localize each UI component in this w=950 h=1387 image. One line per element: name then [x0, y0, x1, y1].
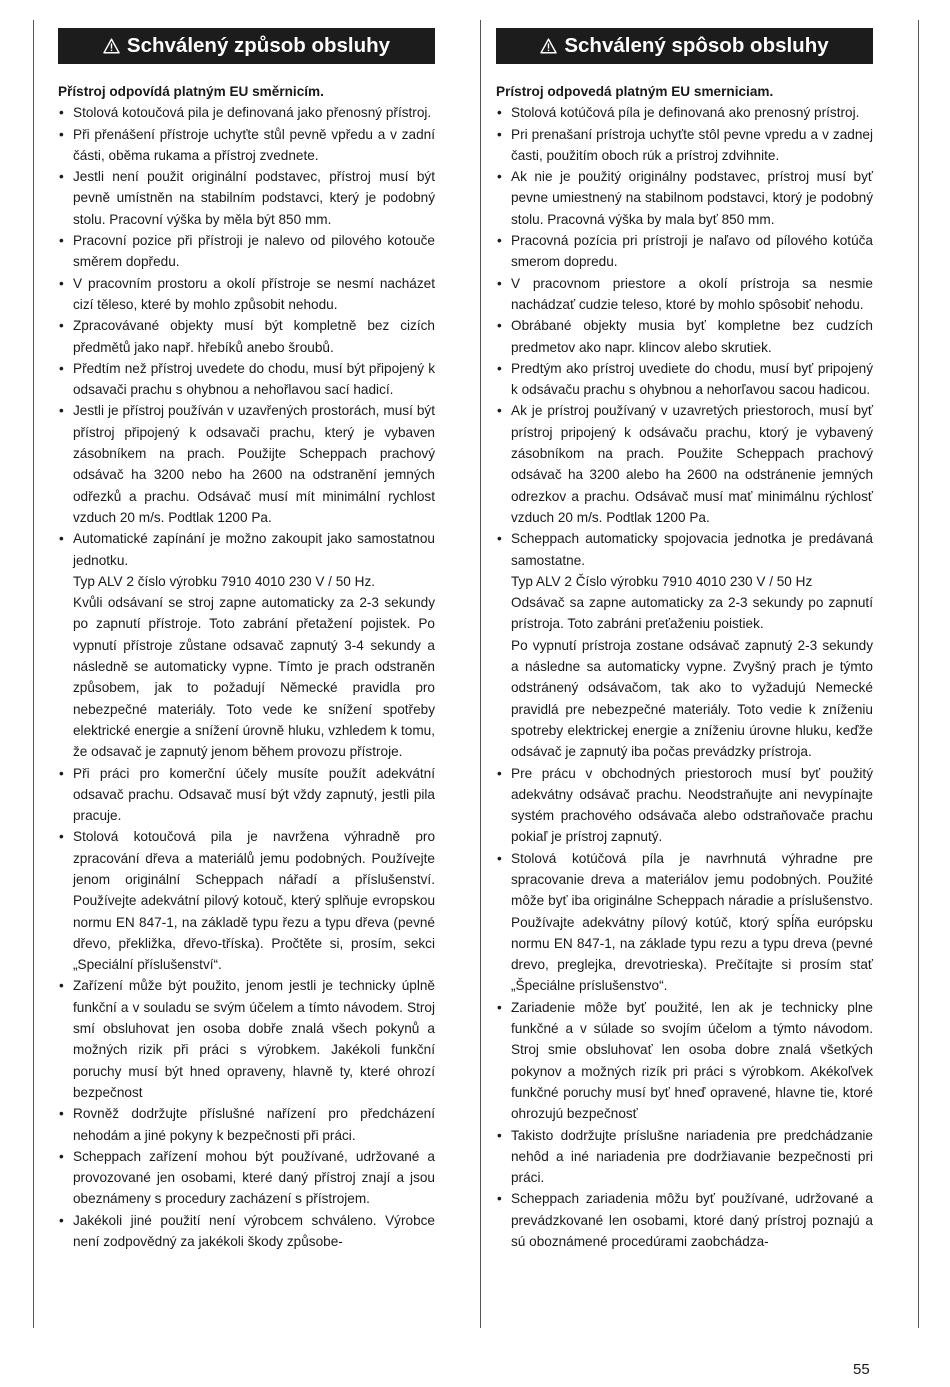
list-item: • Pracovná pozícia pri prístroji je naľavo od pílového kotúča smerom dopredu. — [496, 230, 873, 273]
list-item: • Ak nie je použitý originálny podstavec, prístroj musí byť pevne umiestnený na stabilnom podstavci, ktorý je podobný stolu. Pracovná výška by mala byť 850 mm. — [496, 166, 873, 230]
list-item: • Předtím než přístroj uvedete do chodu, musí být připojený k odsavači prachu s ohybnou a nehořlavou sací hadicí. — [58, 358, 435, 401]
section-title: Schválený způsob obsluhy — [126, 34, 391, 57]
list-item: • Scheppach zařízení mohou být používané, udržované a provozované jen osobami, které daný přístroj znají a jsou obeznámeny s procedury zacházení s přístrojem. — [58, 1146, 435, 1210]
list-item: • V pracovním prostoru a okolí přístroje se nesmí nacházet cizí těleso, které by mohlo způsobit nehodu. — [58, 273, 435, 316]
list-item: • Stolová kotúčová píla je navrhnutá výhradne pre spracovanie dreva a materiálov jemu podobných. Použité môže byť iba originálne Scheppach náradie a príslušenstvo. Používajte adekvátny pílový kotúč, ktorý spĺňa európsku normu EN 847-1, na základe typu rezu a typu dreva (pevné drevo, preglejka, drevotrieska). Prečítajte si prosím stať „Špeciálne príslušenstvo“. — [496, 848, 873, 997]
list-item: • V pracovnom priestore a okolí prístroja sa nesmie nachádzať cudzie teleso, ktoré by mohlo spôsobiť nehodu. — [496, 273, 873, 316]
column-rule-left — [33, 20, 34, 1328]
list-item: • Zařízení může být použito, jenom jestli je technicky úplně funkční a v souladu se svým účelem a tímto návodem. Stroj smí obsluhovat jen osoba dobře znalá všech pokynů a možných rizik při práci s výrobkem. Jakékoli funkční poruchy musí být hned opraveny, hlavně ty, které ohrozí bezpečnost — [58, 975, 435, 1103]
list-item: • Pri prenašaní prístroja uchyťte stôl pevne vpredu a v zadnej časti, použitím oboch rúk a prístroj zdvihnite. — [496, 124, 873, 167]
list-item: • Pracovní pozice při přístroji je nalevo od pilového kotouče směrem dopředu. — [58, 230, 435, 273]
list-item: • Obrábané objekty musia byť kompletne bez cudzích predmetov ako napr. klincov alebo skrutiek. — [496, 315, 873, 358]
list-item: • Pre prácu v obchodných priestoroch musí byť použitý adekvátny odsávač prachu. Neodstraňujte ani nevypínajte systém prachového odsávača alebo odstraňovače prachu pokiaľ je prístroj zapnutý. — [496, 763, 873, 848]
list-item: • Stolová kotúčová píla je definovaná ako prenosný prístroj. — [496, 102, 873, 123]
page-number: 55 — [853, 1361, 870, 1378]
list-item: • Stolová kotoučová pila je definovaná jako přenosný přístroj. — [58, 102, 435, 123]
list-item: • Při přenášení přístroje uchyťte stůl pevně vpředu a v zadní části, oběma rukama a přístroj zvednete. — [58, 124, 435, 167]
list-item: • Zariadenie môže byť použité, len ak je technicky plne funkčné a v súlade so svojím účelom a týmto návodom. Stroj smie obsluhovať len osoba dobre znalá všetkých pokynov a možných rizík pri práci s výrobkom. Akékoľvek funkčné poruchy musí byť hneď opravené, hlavne tie, ktoré ohrozujú bezpečnosť — [496, 997, 873, 1125]
list-item: • Ak je prístroj používaný v uzavretých priestoroch, musí byť prístroj pripojený k odsávaču prachu, ktorý je vybavený zásobníkom na prach. Použite Scheppach prachový odsávač ha 3200 alebo ha 2600 na odstránenie jemných odrezkov a prachu. Odsávač musí mať minimálnu rýchlosť vzduch 20 m/s. Podtlak 1200 Pa. — [496, 400, 873, 528]
list-item: • Stolová kotoučová pila je navržena výhradně pro zpracování dřeva a materiálů jemu podobných. Používejte jenom originální Scheppach nářadí a příslušenství. Používejte adekvátní pilový kotouč, který splňuje evropskou normu EN 847-1, na základě typu řezu a typu dřeva (pevné dřevo, překližka, dřevo-tříska). Pročtěte si, prosím, sekci „Speciální příslušenství“. — [58, 826, 435, 975]
intro-statement: Přístroj odpovídá platným EU směrnicím. — [58, 84, 324, 99]
list-item: • Při práci pro komerční účely musíte použít adekvátní odsavač prachu. Odsavač musí být vždy zapnutý, jestli pila pracuje. — [58, 763, 435, 827]
list-item: • Rovněž dodržujte příslušné nařízení pro předcházení nehodám a jiné pokyny k bezpečnosti při práci. — [58, 1103, 435, 1146]
list-item: • Automatické zapínání je možno zakoupit jako samostatnou jednotku. Typ ALV 2 číslo výrobku 7910 4010 230 V / 50 Hz. Kvůli odsávaní se stroj zapne automaticky za 2-3 sekundy po zapnutí přístroje. Toto zabrání přetažení pojistek. Po vypnutí přístroje zůstane odsavač zapnutý 3-4 sekundy a následně se automaticky vypne. Tímto je prach odstraněn způsobem, jak to požadují Německé pravidla pro nebezpečné materiály. Toto vede ke snížení spotřeby elektrické energie a snížení úrovně hluku, vzhledem k tomu, že odsavač je zapnutý jenom během provozu přístroje. — [58, 528, 435, 762]
slovak-column — [496, 28, 873, 1252]
list-item: • Predtým ako prístroj uvediete do chodu, musí byť pripojený k odsávaču prachu s ohybnou a nehorľavou sacou hadicou. — [496, 358, 873, 401]
section-title-banner — [58, 28, 435, 64]
czech-column — [58, 28, 435, 1252]
warning-triangle-icon — [103, 38, 120, 54]
column-rule-middle — [480, 20, 481, 1328]
instruction-list — [496, 102, 873, 1252]
list-item: • Zpracovávané objekty musí být kompletně bez cizích předmětů jako např. hřebíků anebo šroubů. — [58, 315, 435, 358]
list-item: • Scheppach automaticky spojovacia jednotka je predávaná samostatne. Typ ALV 2 Číslo výrobku 7910 4010 230 V / 50 Hz Odsávač sa zapne automaticky za 2-3 sekundy po zapnutí prístroja. Toto zabráni preťaženiu poistiek. Po vypnutí prístroja zostane odsávač zapnutý 2-3 sekundy a následne sa automaticky vypne. Zvyšný prach je týmto odstránený odsávačom, tak ako to vyžadujú Nemecké pravidlá pre nebezpečné materiály. Toto vedie k zníženiu spotreby elektrickej energie a zníženiu úrovne hluku, keďže odsávač je zapnutý iba počas prevádzky prístroja. — [496, 528, 873, 762]
instruction-list — [58, 102, 435, 1252]
list-item: • Takisto dodržujte príslušne nariadenia pre predchádzanie nehôd a iné nariadenia pre dodržiavanie bezpečnosti pri práci. — [496, 1125, 873, 1189]
section-title: Schválený spôsob obsluhy — [564, 34, 829, 57]
list-item: • Jakékoli jiné použití není výrobcem schváleno. Výrobce není zodpovědný za jakékoli škody způsobe- — [58, 1210, 435, 1253]
warning-triangle-icon — [540, 38, 557, 54]
intro-statement: Prístroj odpovedá platným EU smerniciam. — [496, 84, 774, 99]
list-item: • Scheppach zariadenia môžu byť používané, udržované a prevádzkované len osobami, ktoré daný prístroj poznajú a sú oboznámené procedúrami zaobchádza- — [496, 1188, 873, 1252]
column-rule-right — [918, 20, 919, 1328]
section-title-banner — [496, 28, 873, 64]
list-item: • Jestli je přístroj používán v uzavřených prostorách, musí být přístroj připojený k odsavači prachu, který je vybaven zásobníkem na prach. Použijte Scheppach prachový odsávač ha 3200 nebo ha 2600 na odstranění jemných odřezků a prachu. Odsávač musí mít minimální rychlost vzduch 20 m/s. Podtlak 1200 Pa. — [58, 400, 435, 528]
list-item: • Jestli není použit originální podstavec, přístroj musí být pevně umístněn na stabilním podstavci, který je podobný stolu. Pracovní výška by měla být 850 mm. — [58, 166, 435, 230]
